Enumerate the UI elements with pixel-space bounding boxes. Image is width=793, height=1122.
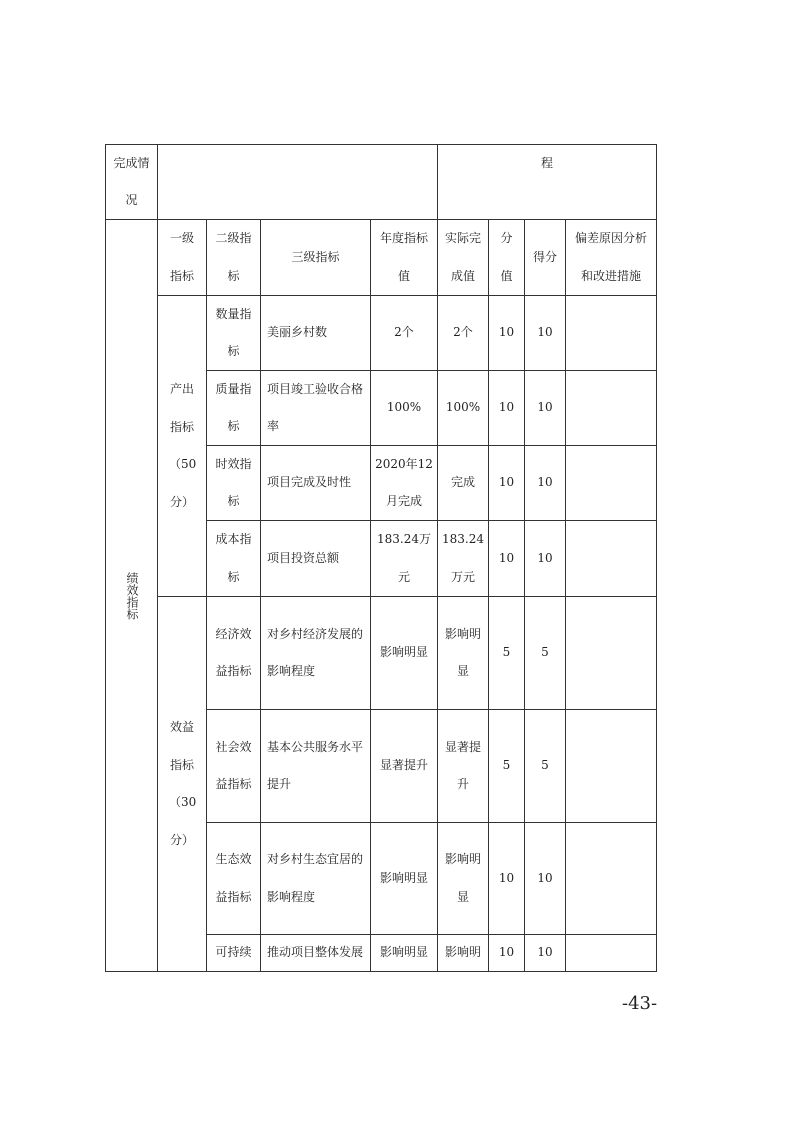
table-row-l3: 基本公共服务水平提升: [267, 739, 364, 791]
table-row-value: 10: [498, 550, 515, 565]
table-row-l3: 对乡村经济发展的影响程度: [267, 626, 364, 678]
table-border-bottom: [105, 971, 657, 972]
table-row-l2: 质量指标: [215, 381, 252, 433]
table-row-l2: 可持续: [215, 945, 252, 960]
table-row-target: 影响明显: [379, 870, 428, 885]
table-row-deviation: [566, 371, 656, 445]
table-row-actual: 影响明显: [444, 626, 481, 678]
col-header-level3: 三级指标: [291, 249, 340, 264]
col-header-level1: 一级指标: [169, 231, 194, 283]
col-header-score: 得分: [532, 249, 557, 264]
table-row-l3: 项目完成及时性: [267, 475, 352, 490]
table-row-target: 影响明显: [379, 945, 428, 960]
table-row-value: 5: [502, 645, 511, 660]
table-row-deviation: [566, 446, 656, 520]
table-row-deviation: [566, 710, 656, 822]
table-row-deviation: [566, 521, 656, 596]
table-row-target: 183.24万元: [377, 532, 431, 584]
table-row-value: 10: [498, 325, 515, 340]
table-row-deviation: [566, 935, 656, 971]
completion-label: 完成情况: [113, 155, 150, 207]
table-row-actual: 影响明显: [444, 852, 481, 904]
table-row-l3: 推动项目整体发展: [267, 945, 364, 960]
table-row-deviation: [566, 597, 656, 709]
table-row-score: 10: [537, 475, 553, 490]
header-right-cell: [438, 145, 656, 182]
table-row-deviation: [566, 823, 656, 934]
table-row-l2: 生态效益指标: [215, 852, 252, 904]
table-row-actual: 完成: [450, 475, 475, 490]
col-header-deviation: 偏差原因分析和改进措施: [574, 231, 647, 283]
col-header-actual: 实际完成值: [444, 231, 481, 283]
table-row-score: 10: [537, 550, 553, 565]
side-label-cell: [106, 220, 157, 971]
table-row-l3: 项目竣工验收合格率: [267, 381, 364, 433]
table-row-target: 100%: [386, 400, 422, 415]
completion-label-cell: [106, 145, 157, 219]
table-row-l2: 成本指标: [215, 532, 252, 584]
table-row-value: 10: [498, 475, 515, 490]
header-right-text: 程: [540, 155, 553, 170]
table-row-l3: 项目投资总额: [267, 550, 340, 565]
col-header-annual-target: 年度指标值: [379, 231, 428, 283]
col-header-score-value: 分值: [500, 231, 513, 283]
table-row-target: 2个: [394, 325, 414, 340]
col-header-level2: 二级指标: [215, 231, 252, 283]
table-row-l2: 时效指标: [215, 456, 252, 508]
table-row-actual: 100%: [445, 400, 481, 415]
table-row-score: 5: [541, 758, 549, 773]
table-row-score: 10: [537, 325, 553, 340]
table-row-score: 10: [537, 945, 553, 960]
table-row-actual: 影响明: [444, 945, 481, 960]
table-row-actual: 183.24万元: [442, 532, 484, 584]
table-row-l3: 对乡村生态宜居的影响程度: [267, 852, 364, 904]
table-row-value: 10: [498, 400, 515, 415]
table-border-right: [656, 144, 657, 972]
table-row-target: 显著提升: [379, 758, 428, 773]
table-row-actual: 显著提升: [444, 739, 481, 791]
table-row-l2: 社会效益指标: [215, 739, 252, 791]
table-row-score: 10: [537, 870, 553, 885]
table-row-actual: 2个: [453, 325, 473, 340]
side-label: 绩效指标: [125, 571, 139, 620]
group-benefit: 效益指标（30分）: [169, 720, 197, 847]
table-row-value: 10: [498, 870, 515, 885]
table-row-target: 影响明显: [379, 645, 428, 660]
table-row-value: 10: [498, 945, 515, 960]
table-row-value: 5: [502, 758, 511, 773]
table-row-deviation: [566, 296, 656, 370]
table-row-score: 10: [537, 400, 553, 415]
table-row-target: 2020年12月完成: [375, 456, 433, 508]
group-output: 产出指标（50分）: [169, 382, 197, 509]
table-row-l2: 数量指标: [215, 306, 252, 358]
table-row-score: 5: [541, 645, 549, 660]
table-row-l3: 美丽乡村数: [267, 325, 328, 340]
table-row-l2: 经济效益指标: [215, 626, 252, 678]
page-number: -43-: [622, 993, 658, 1014]
